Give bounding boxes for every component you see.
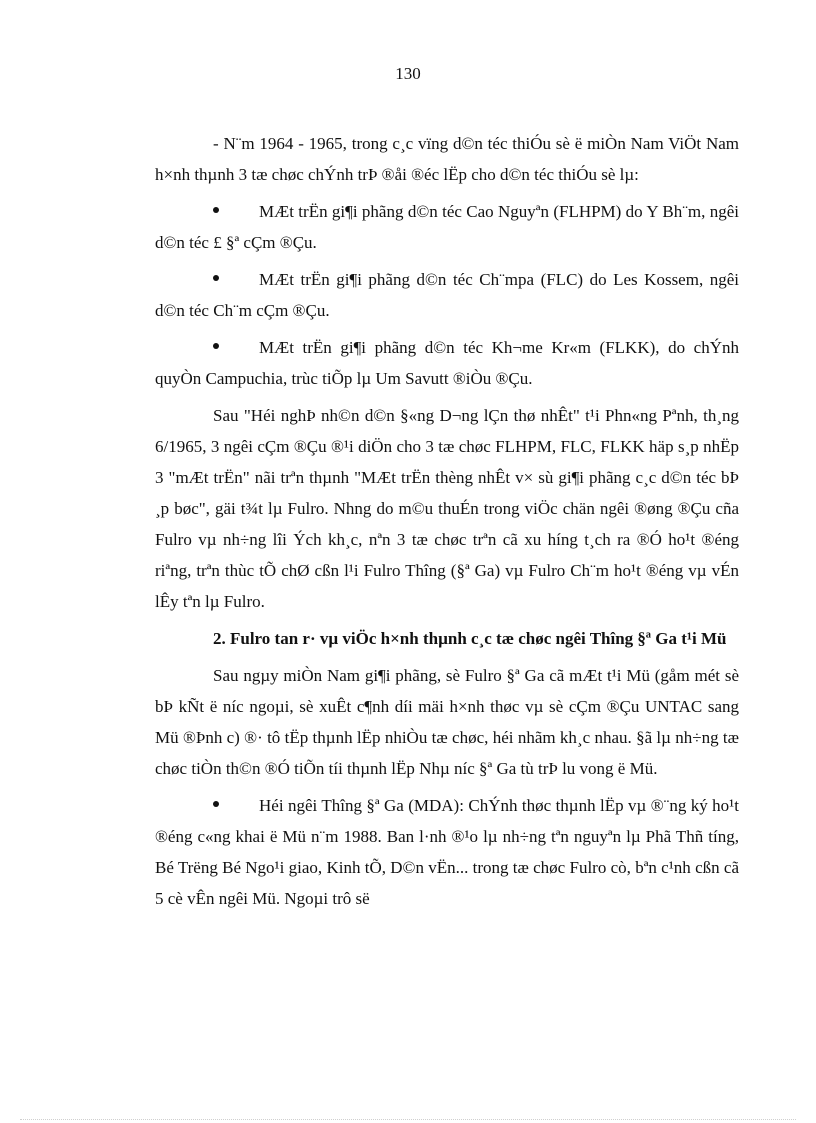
bullet-item-flc	[155, 264, 739, 326]
bullet-text: MÆt trËn gi¶i phãng d©n téc Kh¬me Kr«m (FLKK), do chÝnh quyÒn Campuchia, trùc tiÕp lµ Um Savutt ®iÒu ®Çu.	[155, 338, 739, 388]
bullet-icon	[213, 196, 259, 227]
bullet-icon	[213, 790, 259, 821]
bullet-item-flkk	[155, 332, 739, 394]
page-number: 130	[395, 64, 421, 83]
bullet-icon	[213, 264, 259, 295]
document-body	[155, 128, 739, 920]
section-heading: 2. Fulro tan r· vµ viÖc h×nh thµnh c¸c tæ chøc ngêi Thîng §ª Ga t¹i Mü	[213, 629, 727, 648]
paragraph-fulro-formation: Sau "Héi nghÞ nh©n d©n §«ng D¬ng lÇn thø nhÊt" t¹i Phn«ng Pªnh, th¸ng 6/1965, 3 ngêi cÇm ®Çu ®¹i diÖn cho 3 tæ chøc FLHPM, FLC, FLKK häp s¸p nhËp 3 "mÆt trËn" nãi trªn thµnh "MÆt trËn thèng nhÊt v× sù gi¶i phãng c¸c d©n téc bÞ ¸p bøc", gäi t¾t lµ Fulro. Nhng do m©u thuÉn trong viÖc chän ngêi ®øng ®Çu cña Fulro vµ nh÷ng lîi Ých kh¸c, nªn 3 tæ chøc trªn cã xu híng t¸ch ra ®Ó ho¹t ®éng riªng, trªn thùc tÕ chØ cßn l¹i Fulro Thîng (§ª Ga) vµ Fulro Ch¨m ho¹t ®éng vµ vÉn lÊy tªn lµ Fulro.	[155, 406, 739, 611]
paragraph-after-liberation: Sau ngµy miÒn Nam gi¶i phãng, sè Fulro §ª Ga cã mÆt t¹i Mü (gåm mét sè bÞ kÑt ë níc ngoµi, sè xuÊt c¶nh díi mäi h×nh thøc vµ sè cÇm ®Çu UNTAC sang Mü ®Þnh c) ®· tô tËp thµnh lËp nhiÒu tæ chøc, héi nhãm kh¸c nhau. §ã lµ nh÷ng tæ chøc tiÒn th©n ®Ó tiÕn tíi thµnh lËp Nhµ níc §ª Ga tù trÞ lu vong ë Mü.	[155, 666, 739, 778]
bullet-text: MÆt trËn gi¶i phãng d©n téc Cao Nguyªn (FLHPM) do Y Bh¨m, ngêi d©n téc £ §ª cÇm ®Çu.	[155, 202, 739, 252]
bullet-text: Héi ngêi Thîng §ª Ga (MDA): ChÝnh thøc thµnh lËp vµ ®¨ng ký ho¹t ®éng c«ng khai ë Mü n¨m 1988. Ban l·nh ®¹o lµ nh÷ng tªn nguyªn lµ Phã Thñ tíng, Bé Trëng Bé Ngo¹i giao, Kinh tÕ, D©n vËn... trong tæ chøc Fulro cò, bªn c¹nh cßn cã 5 cè vÊn ngêi Mü. Ngoµi trô së	[155, 796, 739, 908]
bullet-item-flhpm	[155, 196, 739, 258]
bullet-icon	[213, 332, 259, 363]
footer-divider	[20, 1119, 796, 1120]
bullet-text: MÆt trËn gi¶i phãng d©n téc Ch¨mpa (FLC) do Les Kossem, ngêi d©n téc Ch¨m cÇm ®Çu.	[155, 270, 739, 320]
paragraph-intro: - N¨m 1964 - 1965, trong c¸c vïng d©n téc thiÓu sè ë miÒn Nam ViÖt Nam h×nh thµnh 3 tæ chøc chÝnh trÞ ®åi ®éc lËp cho d©n téc thiÓu sè lµ:	[155, 134, 739, 184]
bullet-item-mda	[155, 790, 739, 914]
